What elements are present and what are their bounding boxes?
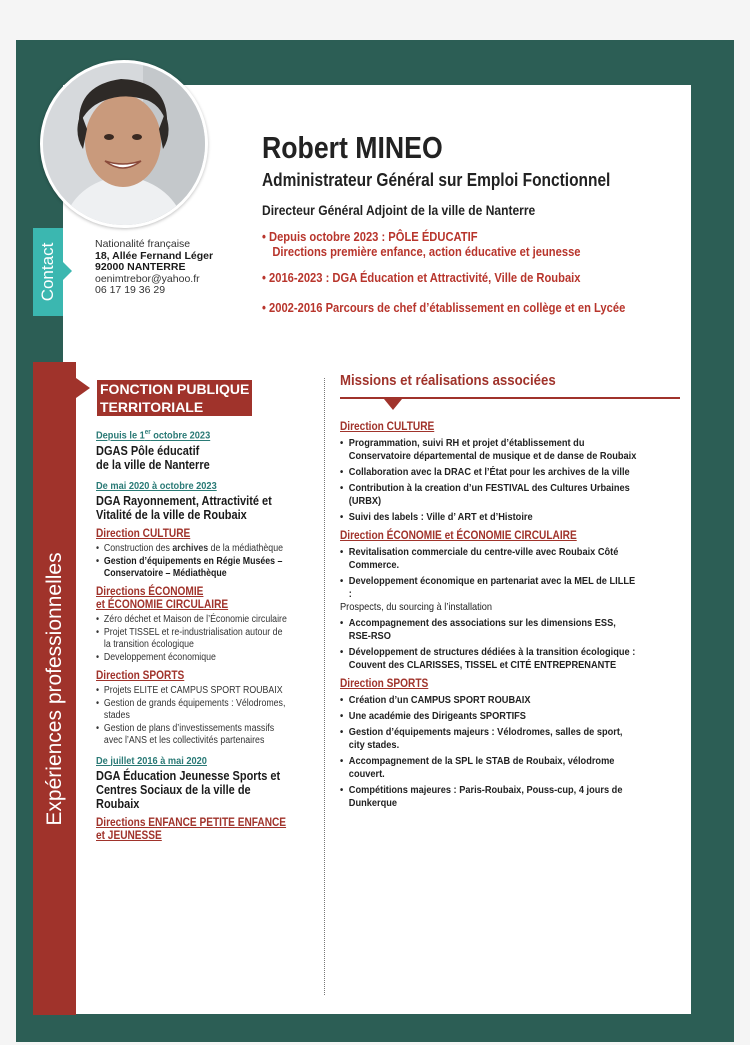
phone: 06 17 19 36 29 [95,284,166,297]
missions-sports-title: Direction SPORTS [340,678,429,690]
list-item: • Projets ELITE et CAMPUS SPORT ROUBAIX [96,685,288,697]
address-street: 18, Allée Fernand Léger [95,249,214,262]
highlight-1 [262,229,581,259]
eco-title: Directions ÉCONOMIE et ÉCONOMIE CIRCULAIRE [96,585,229,611]
contact-info [95,239,213,297]
list-item: • Developpement économique en partenariat avec la MEL de LILLE : Prospects, du sourcing à l’installation [340,575,637,614]
highlight-3: • 2002-2016 Parcours de chef d’établissement en collège et en Lycée [262,300,626,315]
list-item: • Construction des archives de la médiathèque [96,543,288,555]
missions-title: Missions et réalisations associées [340,372,556,389]
experience-band [33,362,76,1015]
missions-marker [384,399,402,410]
experience-band-label: Expériences professionnelles [42,551,66,826]
experience-arrow [76,378,90,398]
nationality: Nationalité française [95,238,191,250]
contact-tab-label: Contact [38,242,57,302]
position-1-line2: de la ville de Nanterre [96,457,210,472]
sports-list [96,685,288,747]
address-city: 92000 NANTERRE [95,261,186,274]
person-name: Robert MINEO [262,130,443,165]
list-item: • Projet TISSEL et re-industrialisation autour de la transition écologique [96,627,288,651]
job-title: Administrateur Général sur Emploi Fonctionnel [262,170,611,190]
list-item: • Une académie des Dirigeants SPORTIFS [340,710,637,723]
list-item-sub: Prospects, du sourcing à l’installation [340,601,493,613]
enfance-title: Directions ENFANCE PETITE ENFANCE et JEUNESSE [96,816,287,842]
highlight-1-line2: Directions première enfance, action éducative et jeunesse [272,244,581,259]
list-item: • Gestion de plans d’investissements massifs avec l’ANS et les collectivités partenaires [96,723,288,747]
date-range-2: De mai 2020 à octobre 2023 [96,479,217,492]
contact-tab [33,228,63,316]
missions-sports-list [340,694,637,810]
profile-photo [40,60,208,228]
list-item: • Contribution à la creation d’un FESTIVAL des Cultures Urbaines (URBX) [340,482,637,508]
position-1-line1: DGAS Pôle éducatif [96,443,200,458]
list-item: • Gestion de grands équipements : Vélodromes, stades [96,698,288,722]
list-item: • Compétitions majeures : Paris-Roubaix, Pouss-cup, 4 jours de Dunkerque [340,784,637,810]
position-2: DGA Rayonnement, Attractivité et Vitalité de la ville de Roubaix [96,493,272,522]
sports-title: Direction SPORTS [96,669,185,682]
list-item: • Accompagnement des associations sur les dimensions ESS, RSE-RSO [340,617,637,643]
missions-eco-list [340,546,637,672]
missions-culture-title: Direction CULTURE [340,421,435,433]
list-item: • Accompagnement de la SPL le STAB de Roubaix, vélodrome couvert. [340,755,637,781]
list-item: • Création d’un CAMPUS SPORT ROUBAIX [340,694,637,707]
section-title-line2: TERRITORIALE [100,399,204,415]
list-item: • Gestion d’équipements majeurs : Vélodromes, salles de sport, city stades. [340,726,637,752]
date-range-1: Depuis le 1er octobre 2023 [96,429,211,442]
experience-column [96,427,314,843]
contact-arrow [63,262,72,280]
list-item: • Suivi des labels : Ville d’ ART et d’Histoire [340,511,637,524]
position-3: DGA Éducation Jeunesse Sports et Centres Sociaux de la ville de Roubaix [96,768,281,811]
list-item: • Gestion d’équipements en Régie Musées – Conservatoire – Médiathèque [96,556,288,580]
missions-eco-title: Direction ÉCONOMIE et ÉCONOMIE CIRCULAIRE [340,530,577,542]
missions-column [340,421,678,813]
culture-title: Direction CULTURE [96,527,191,540]
list-item: • Zéro déchet et Maison de l’Économie circulaire [96,614,288,626]
column-divider [324,378,325,995]
job-subtitle: Directeur Général Adjoint de la ville de Nanterre [262,202,536,218]
highlight-2: • 2016-2023 : DGA Éducation et Attractivité, Ville de Roubaix [262,270,581,285]
date-range-3: De juillet 2016 à mai 2020 [96,754,207,767]
list-item: • Developpement économique [96,652,288,664]
list-item: • Revitalisation commerciale du centre-ville avec Roubaix Côté Commerce. [340,546,637,572]
missions-culture-list [340,437,637,524]
section-title-line1: FONCTION PUBLIQUE [100,381,250,397]
culture-list [96,543,288,580]
list-item: • Développement de structures dédiées à la transition écologique : Couvent des CLARISSES, TISSEL et CITÉ ENTREPRENANTE [340,646,637,672]
highlight-1-line1: • Depuis octobre 2023 : PÔLE ÉDUCATIF [262,229,478,244]
email: oenimtrebor@yahoo.fr [95,272,200,285]
list-item: • Collaboration avec la DRAC et l’État pour les archives de la ville [340,466,637,479]
eco-list [96,614,288,664]
section-title-fpt [97,380,252,416]
list-item: • Programmation, suivi RH et projet d’établissement du Conservatoire départemental de musique et de danse de Roubaix [340,437,637,463]
